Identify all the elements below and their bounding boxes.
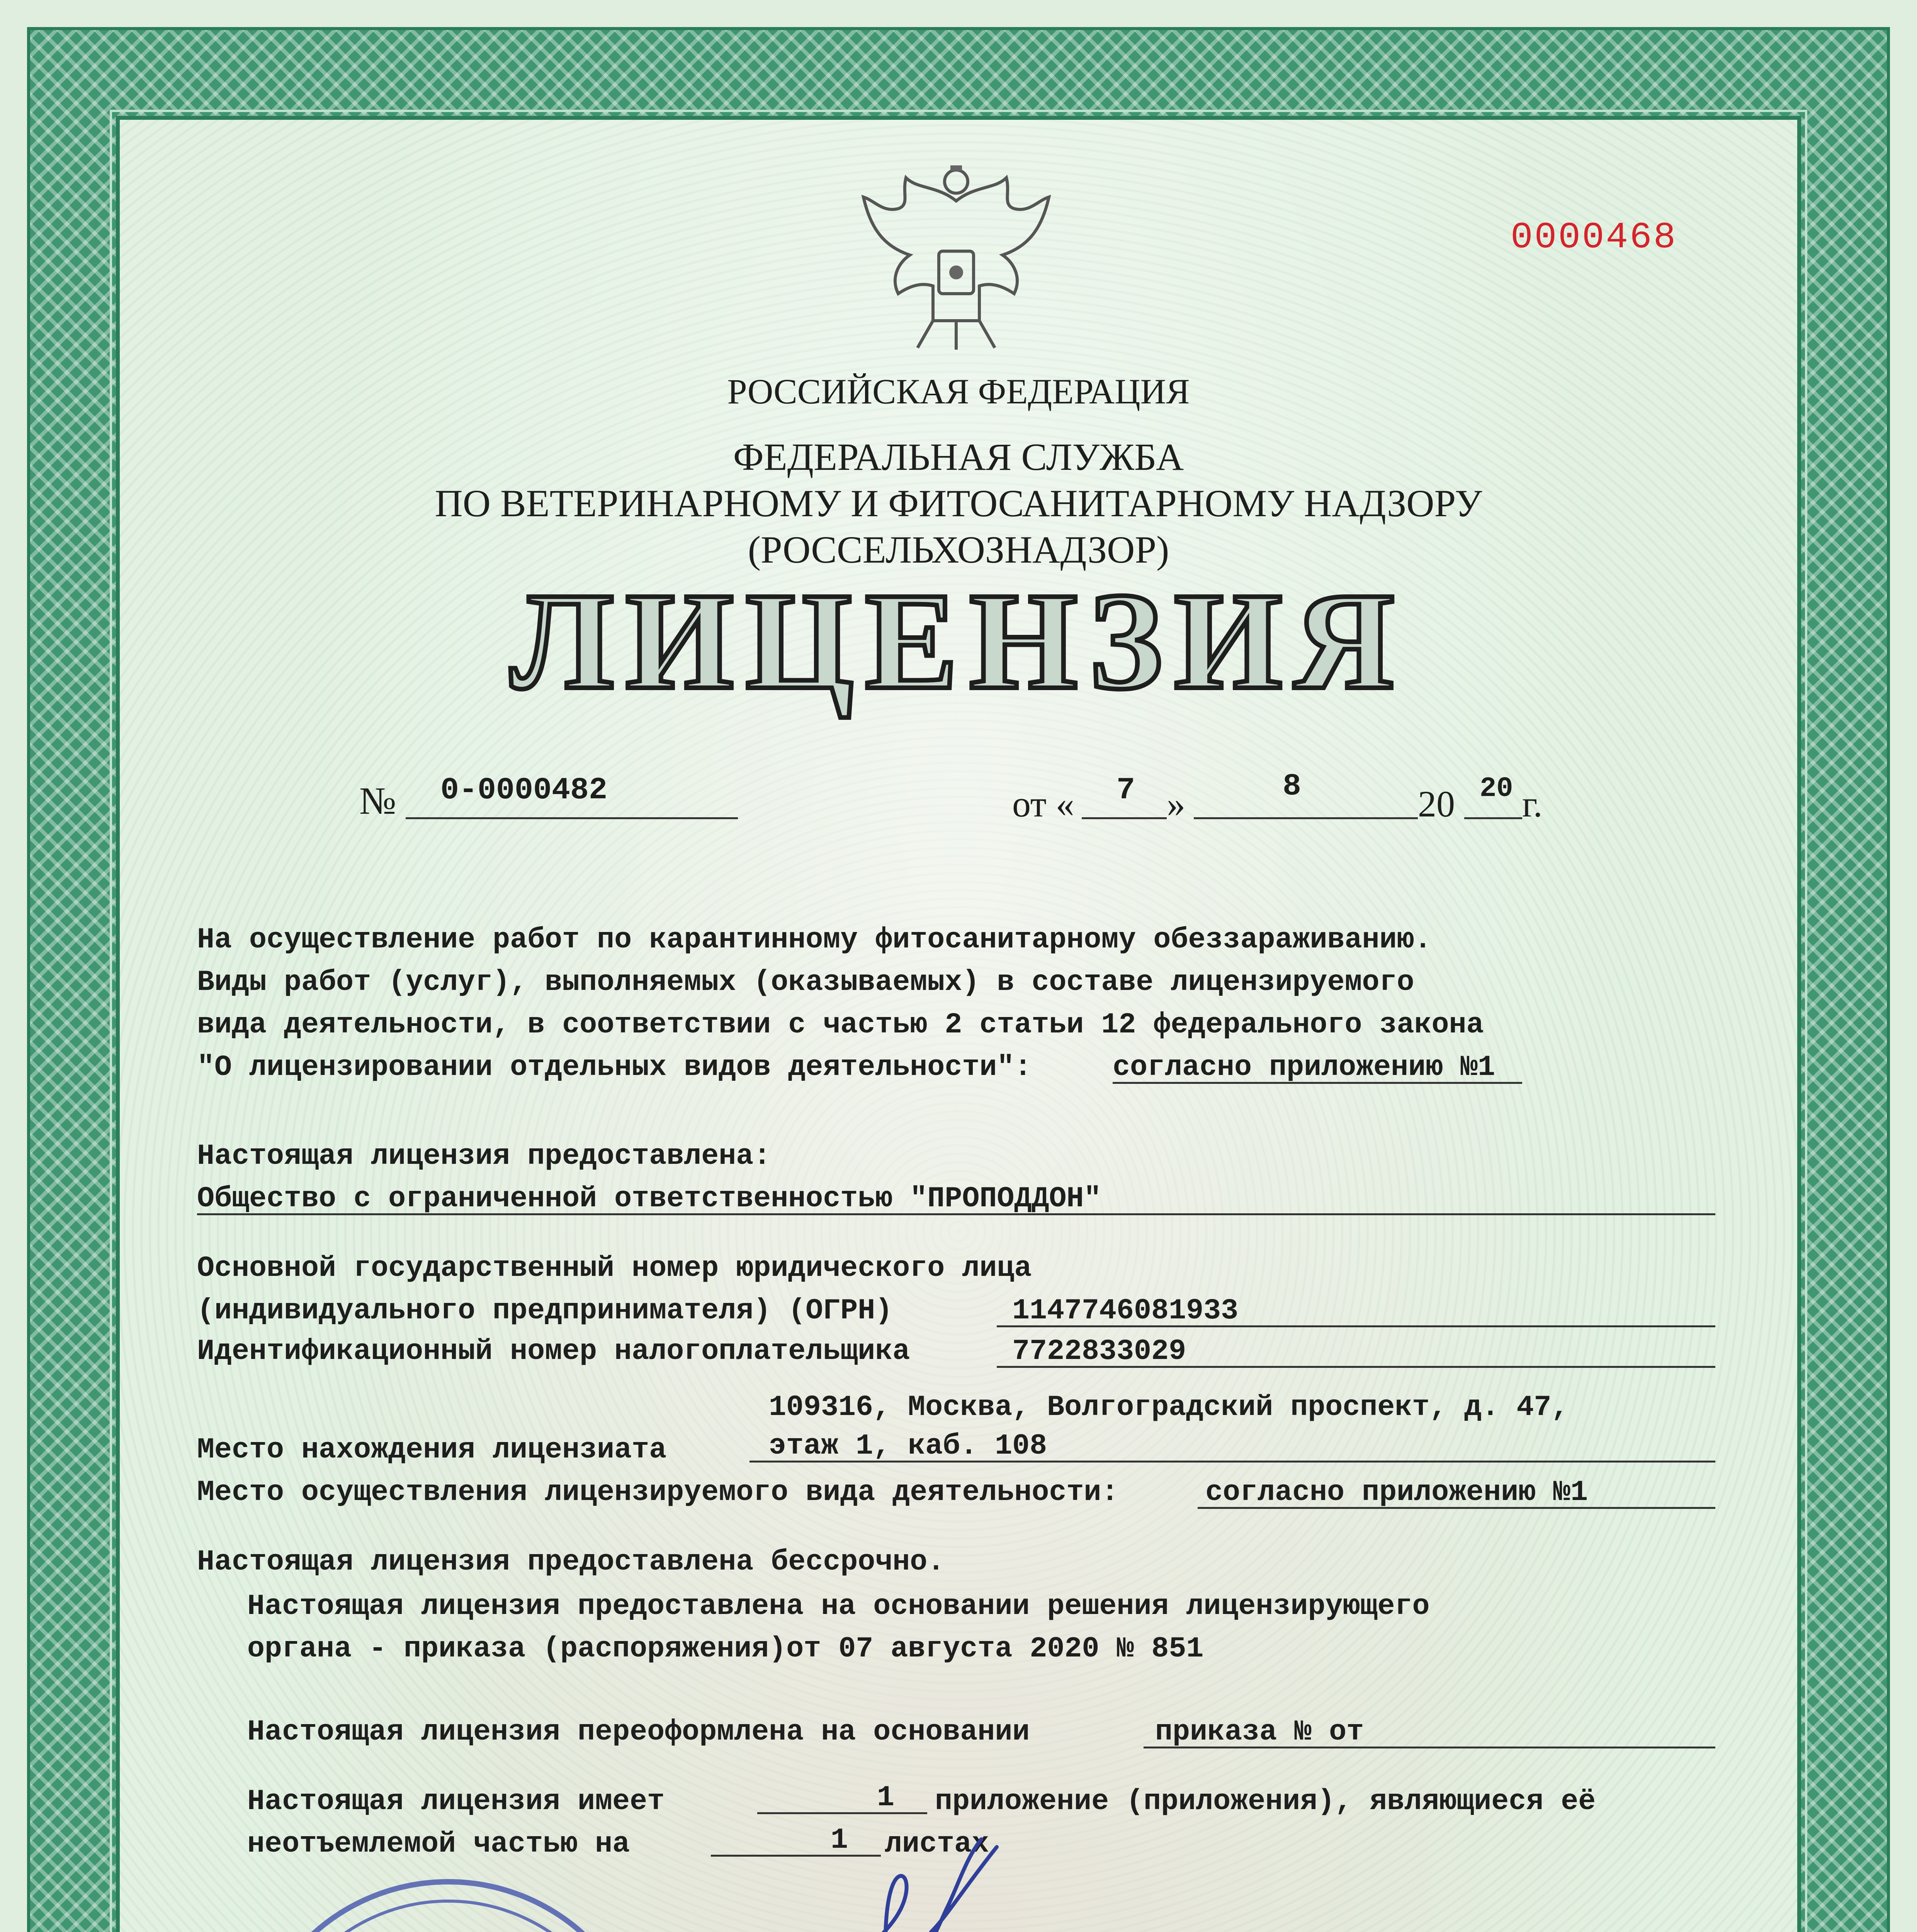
- basis-line1: Настоящая лицензия предоставлена на основании решения лицензирующего: [247, 1590, 1430, 1623]
- activity-underline: [1113, 1082, 1522, 1084]
- licensee-name: Общество с ограниченной ответственностью "ПРОПОДДОН": [197, 1182, 1101, 1215]
- granted-label: Настоящая лицензия предоставлена:: [197, 1140, 771, 1173]
- activity-line4: "О лицензировании отдельных видов деятельности":: [197, 1051, 1032, 1084]
- license-month: 8: [1283, 769, 1302, 804]
- reissued-value: приказа № от: [1155, 1716, 1364, 1748]
- date-close-quote: »: [1167, 783, 1185, 825]
- ogrn-value: 1147746081933: [1012, 1294, 1239, 1327]
- annex-text-line1: приложение (приложения), являющиеся её: [935, 1785, 1596, 1818]
- license-day: 7: [1117, 773, 1135, 808]
- address-underline: [749, 1461, 1715, 1463]
- basis-line2: органа - приказа (распоряжения)от 07 августа 2020 № 851: [247, 1633, 1204, 1665]
- annex-sheets: 1: [831, 1824, 848, 1857]
- agency-name-line1: ФЕДЕРАЛЬНАЯ СЛУЖБА: [733, 435, 1184, 478]
- address-label: Место нахождения лицензиата: [197, 1434, 667, 1466]
- licensee-underline: [197, 1213, 1715, 1215]
- month-underline: [1194, 817, 1418, 819]
- number-sign: №: [359, 779, 396, 822]
- activity-place-underline: [1198, 1507, 1715, 1509]
- annex-count: 1: [877, 1781, 895, 1814]
- annex-text-line2: листах: [885, 1828, 989, 1861]
- reissued-underline: [1144, 1747, 1715, 1748]
- inn-value: 7722833029: [1012, 1335, 1186, 1368]
- activity-line1: На осуществление работ по карантинному фитосанитарному обеззараживанию.: [197, 923, 1432, 956]
- serial-number: 0000468: [1511, 216, 1677, 259]
- ogrn-label-line1: Основной государственный номер юридического лица: [197, 1252, 1032, 1285]
- activity-line2: Виды работ (услуг), выполняемых (оказываемых) в составе лицензируемого: [197, 966, 1414, 999]
- official-seal-icon: [240, 1874, 657, 1932]
- handwritten-signature-icon: [765, 1770, 1035, 1932]
- ogrn-label-line2: (индивидуального предпринимателя) (ОГРН): [197, 1294, 893, 1327]
- country-name: РОССИЙСКАЯ ФЕДЕРАЦИЯ: [727, 372, 1190, 411]
- license-number: 0-0000482: [440, 773, 608, 808]
- reissued-label: Настоящая лицензия переоформлена на основании: [247, 1716, 1030, 1748]
- day-underline: [1082, 817, 1167, 819]
- annex-label-line2: неотъемлемой частью на: [247, 1828, 630, 1861]
- year-prefix: 20: [1418, 783, 1455, 825]
- year-letter: г.: [1522, 783, 1543, 825]
- activity-place-value: согласно приложению №1: [1205, 1476, 1588, 1509]
- address-line1: 109316, Москва, Волгоградский проспект, д. 47,: [769, 1391, 1569, 1424]
- ogrn-underline: [997, 1325, 1715, 1327]
- activity-value: согласно приложению №1: [1113, 1051, 1496, 1084]
- term-text: Настоящая лицензия предоставлена бессрочно.: [197, 1546, 945, 1578]
- annex-label-line1: Настоящая лицензия имеет: [247, 1785, 665, 1818]
- activity-line3: вида деятельности, в соответствии с частью 2 статьи 12 федерального закона: [197, 1009, 1484, 1041]
- agency-name-line2: ПО ВЕТЕРИНАРНОМУ И ФИТОСАНИТАРНОМУ НАДЗОРУ: [435, 482, 1482, 525]
- agency-name-line3: (РОССЕЛЬХОЗНАДЗОР): [748, 528, 1169, 571]
- number-underline: [406, 817, 738, 819]
- date-prefix: от «: [1012, 783, 1074, 825]
- double-headed-eagle-icon: [840, 155, 1072, 355]
- document-title: [425, 564, 1491, 726]
- license-year: 20: [1480, 773, 1513, 804]
- address-line2: этаж 1, каб. 108: [769, 1430, 1047, 1463]
- inn-underline: [997, 1366, 1715, 1368]
- activity-place-label: Место осуществления лицензируемого вида деятельности:: [197, 1476, 1119, 1509]
- inn-label: Идентификационный номер налогоплательщика: [197, 1335, 910, 1368]
- year-underline: [1464, 817, 1522, 819]
- title-text: ЛИЦЕНЗИЯ: [510, 564, 1406, 718]
